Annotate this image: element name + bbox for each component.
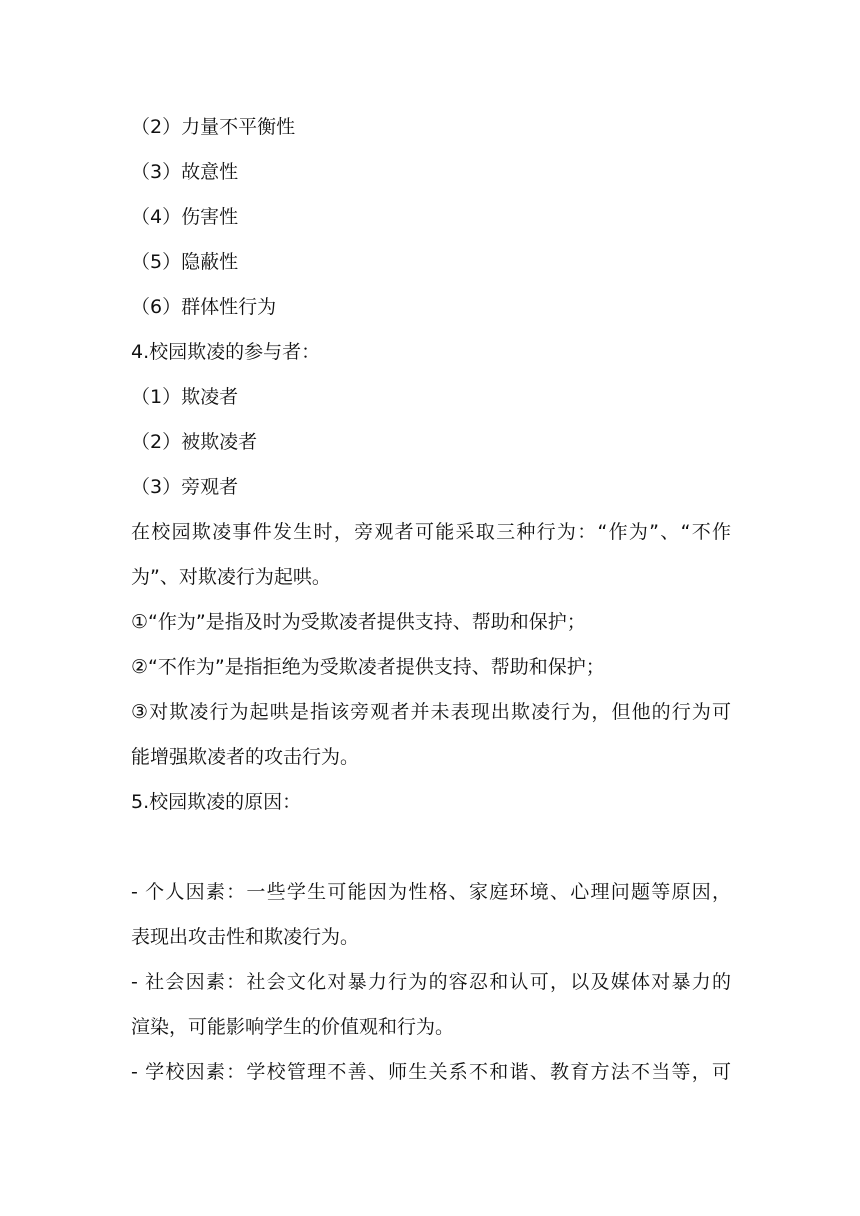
list-item: （3）故意性 [131, 161, 239, 183]
paragraph-line: ①“作为”是指及时为受欺凌者提供支持、帮助和保护； [131, 611, 586, 633]
paragraph-line: 为”、对欺凌行为起哄。 [131, 566, 331, 588]
section-heading: 5.校园欺凌的原因： [131, 791, 302, 813]
paragraph-line: 表现出攻击性和欺凌行为。 [131, 926, 360, 948]
list-item: （2）被欺凌者 [131, 431, 258, 453]
paragraph-line: - 社会因素：社会文化对暴力行为的容忍和认可，以及媒体对暴力的 [131, 971, 731, 993]
list-item: （5）隐蔽性 [131, 251, 239, 273]
list-item: （6）群体性行为 [131, 296, 277, 318]
section-heading: 4.校园欺凌的参与者： [131, 341, 321, 363]
paragraph-line: ③对欺凌行为起哄是指该旁观者并未表现出欺凌行为，但他的行为可 [131, 701, 731, 723]
paragraph-line: ②“不作为”是指拒绝为受欺凌者提供支持、帮助和保护； [131, 656, 605, 678]
list-item: （2）力量不平衡性 [131, 116, 296, 138]
paragraph-line: - 学校因素：学校管理不善、师生关系不和谐、教育方法不当等，可 [131, 1061, 731, 1083]
list-item: （1）欺凌者 [131, 386, 239, 408]
paragraph-line: 渲染，可能影响学生的价值观和行为。 [131, 1016, 455, 1038]
list-item: （3）旁观者 [131, 476, 239, 498]
paragraph-line: - 个人因素：一些学生可能因为性格、家庭环境、心理问题等原因， [131, 881, 731, 903]
paragraph-line: 在校园欺凌事件发生时，旁观者可能采取三种行为：“作为”、“不作 [131, 521, 731, 543]
paragraph-line: 能增强欺凌者的攻击行为。 [131, 746, 360, 768]
list-item: （4）伤害性 [131, 206, 239, 228]
